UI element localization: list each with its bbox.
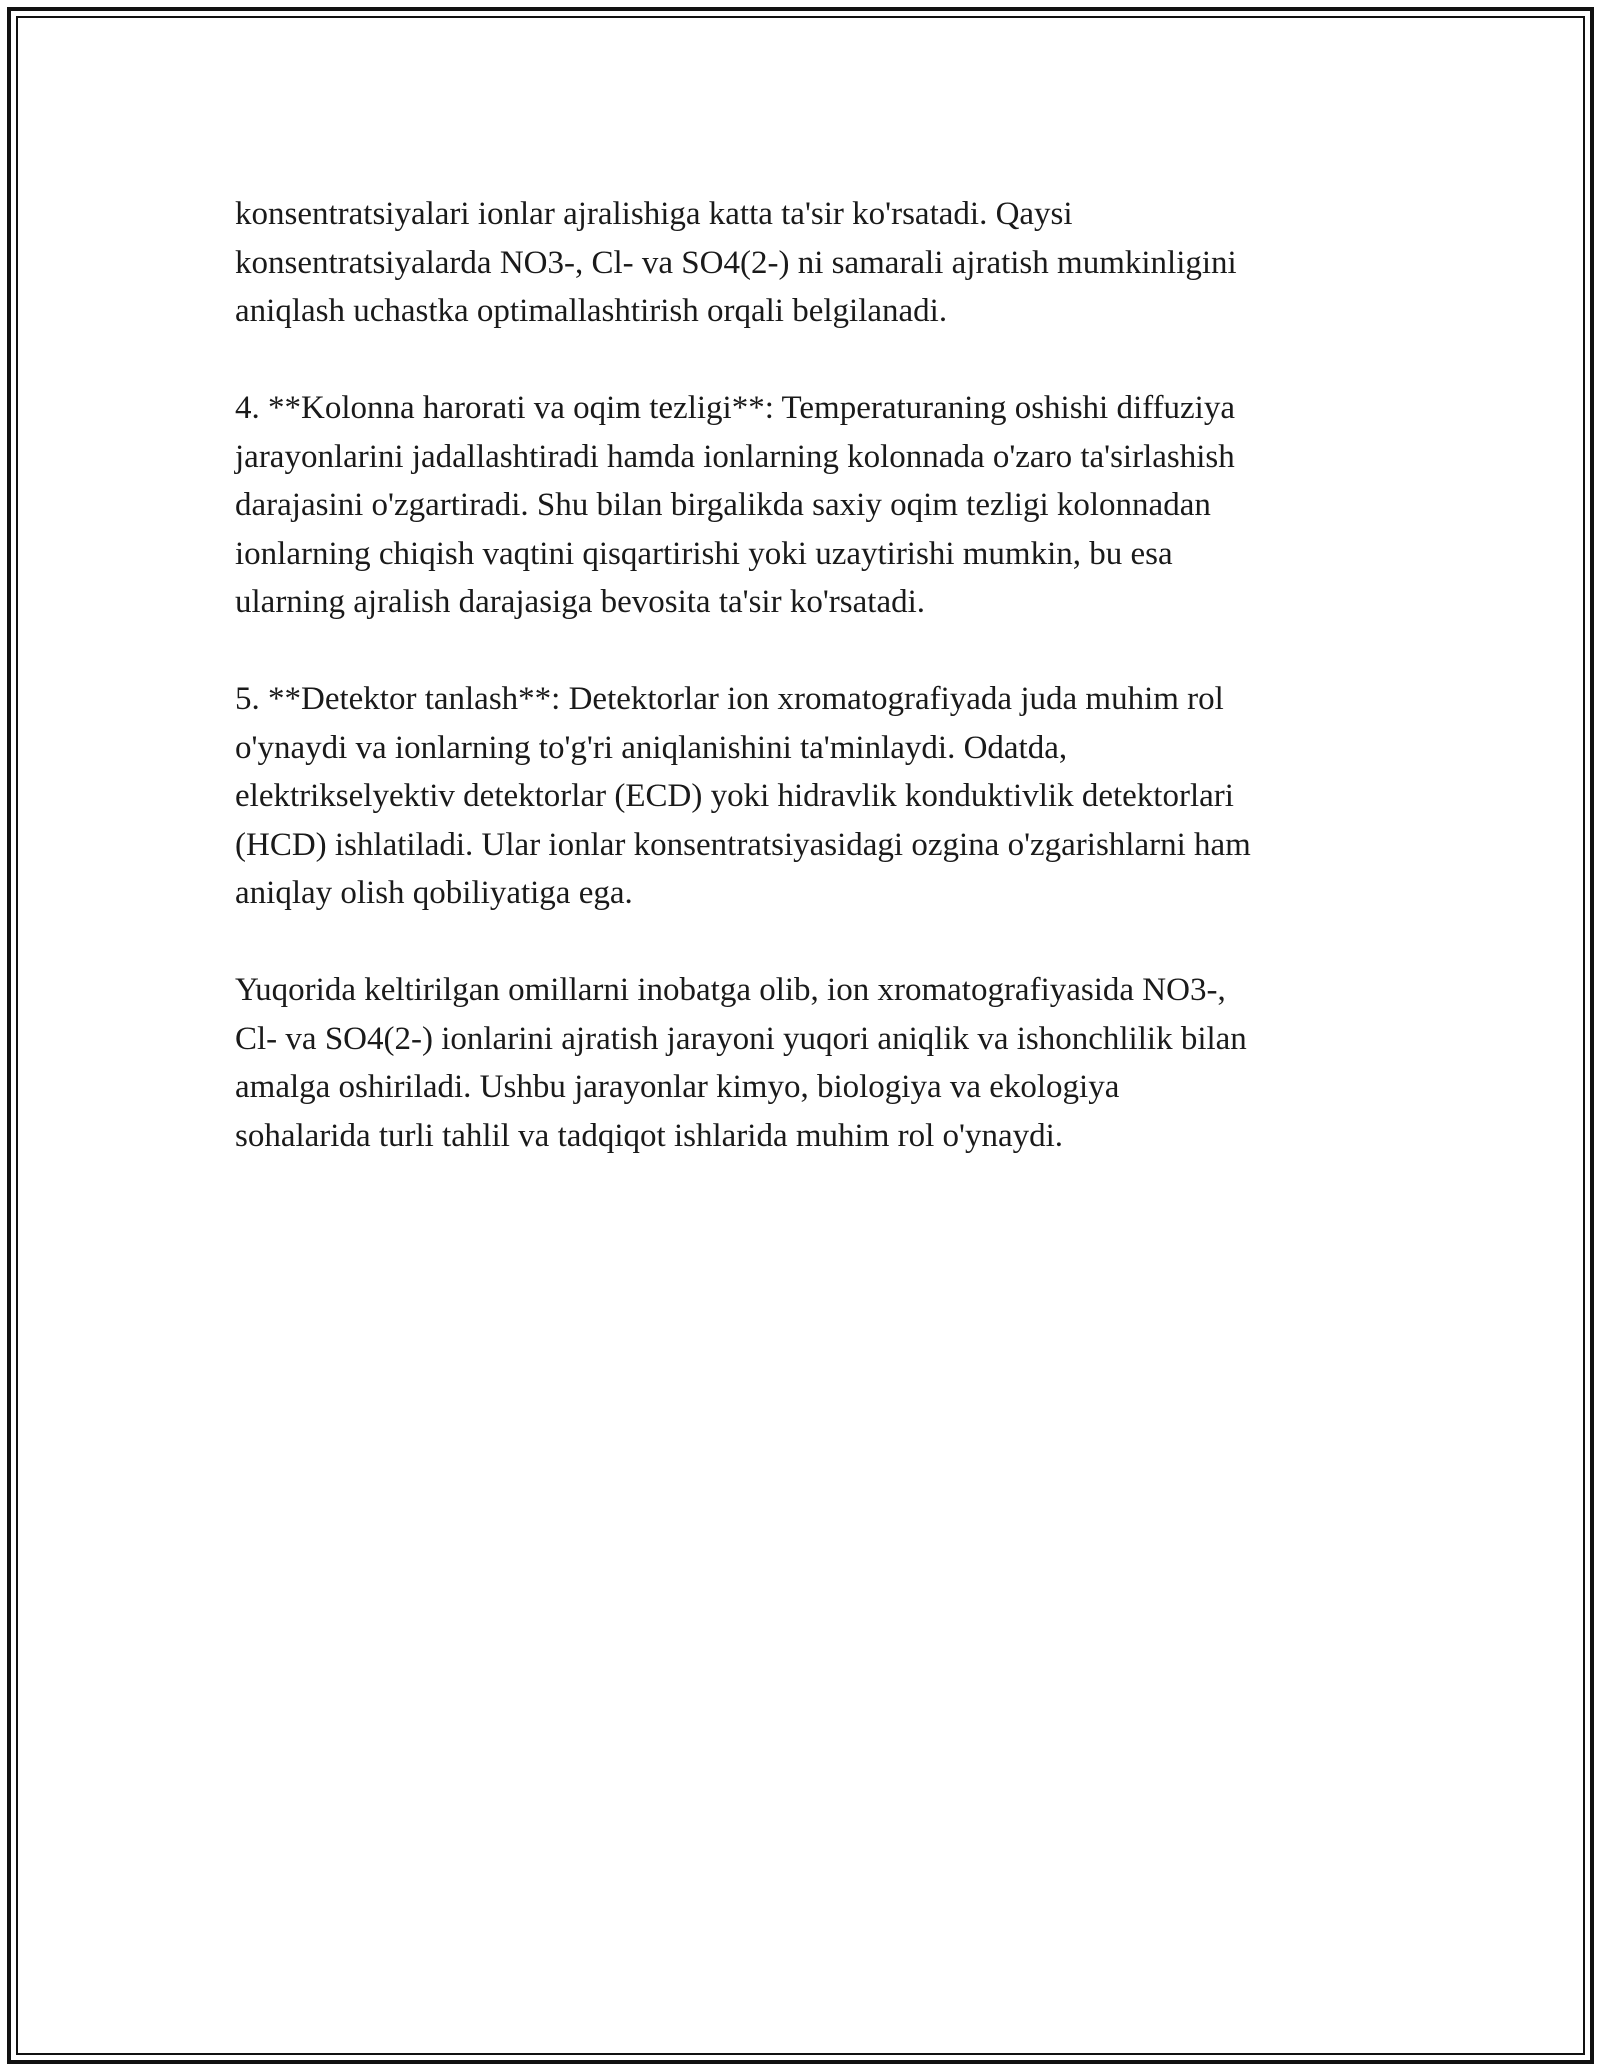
paragraph-concentration: konsentratsiyalari ionlar ajralishiga katta ta'sir ko'rsatadi. Qaysi konsentratsiyalarda NO3-, Cl- va SO4(2-) ni samarali ajratish mumkinligini aniqlash uchastka optimallashtirish orqali belgilanadi. <box>235 196 1237 329</box>
document-body <box>235 190 1385 1209</box>
paragraph-detector-selection: 5. **Detektor tanlash**: Detektorlar ion xromatografiyada juda muhim rol o'ynaydi va ionlarning to'g'ri aniqlanishini ta'minlaydi. Odatda, elektrikselyektiv detektorlar (ECD) yoki hidravlik konduktivlik detektorlari (HCD) ishlatiladi. Ular ionlar konsentratsiyasidagi ozgina o'zgarishlarni ham aniqlay olish qobiliyatiga ega. <box>235 681 1251 911</box>
paragraph-column-temperature-flow: 4. **Kolonna harorati va oqim tezligi**: Temperaturaning oshishi diffuziya jarayonlarini jadallashtiradi hamda ionlarning kolonnada o'zaro ta'sirlashish darajasini o'zgartiradi. Shu bilan birgalikda saxiy oqim tezligi kolonnadan ionlarning chiqish vaqtini qisqartirishi yoki uzaytirishi mumkin, bu esa ularning ajralish darajasiga bevosita ta'sir ko'rsatadi. <box>235 390 1235 620</box>
paragraph-conclusion: Yuqorida keltirilgan omillarni inobatga olib, ion xromatografiyasida NO3-, Cl- va SO4(2-) ionlarini ajratish jarayoni yuqori aniqlik va ishonchlilik bilan amalga oshiriladi. Ushbu jarayonlar kimyo, biologiya va ekologiya sohalarida turli tahlil va tadqiqot ishlarida muhim rol o'ynaydi. <box>235 972 1247 1154</box>
